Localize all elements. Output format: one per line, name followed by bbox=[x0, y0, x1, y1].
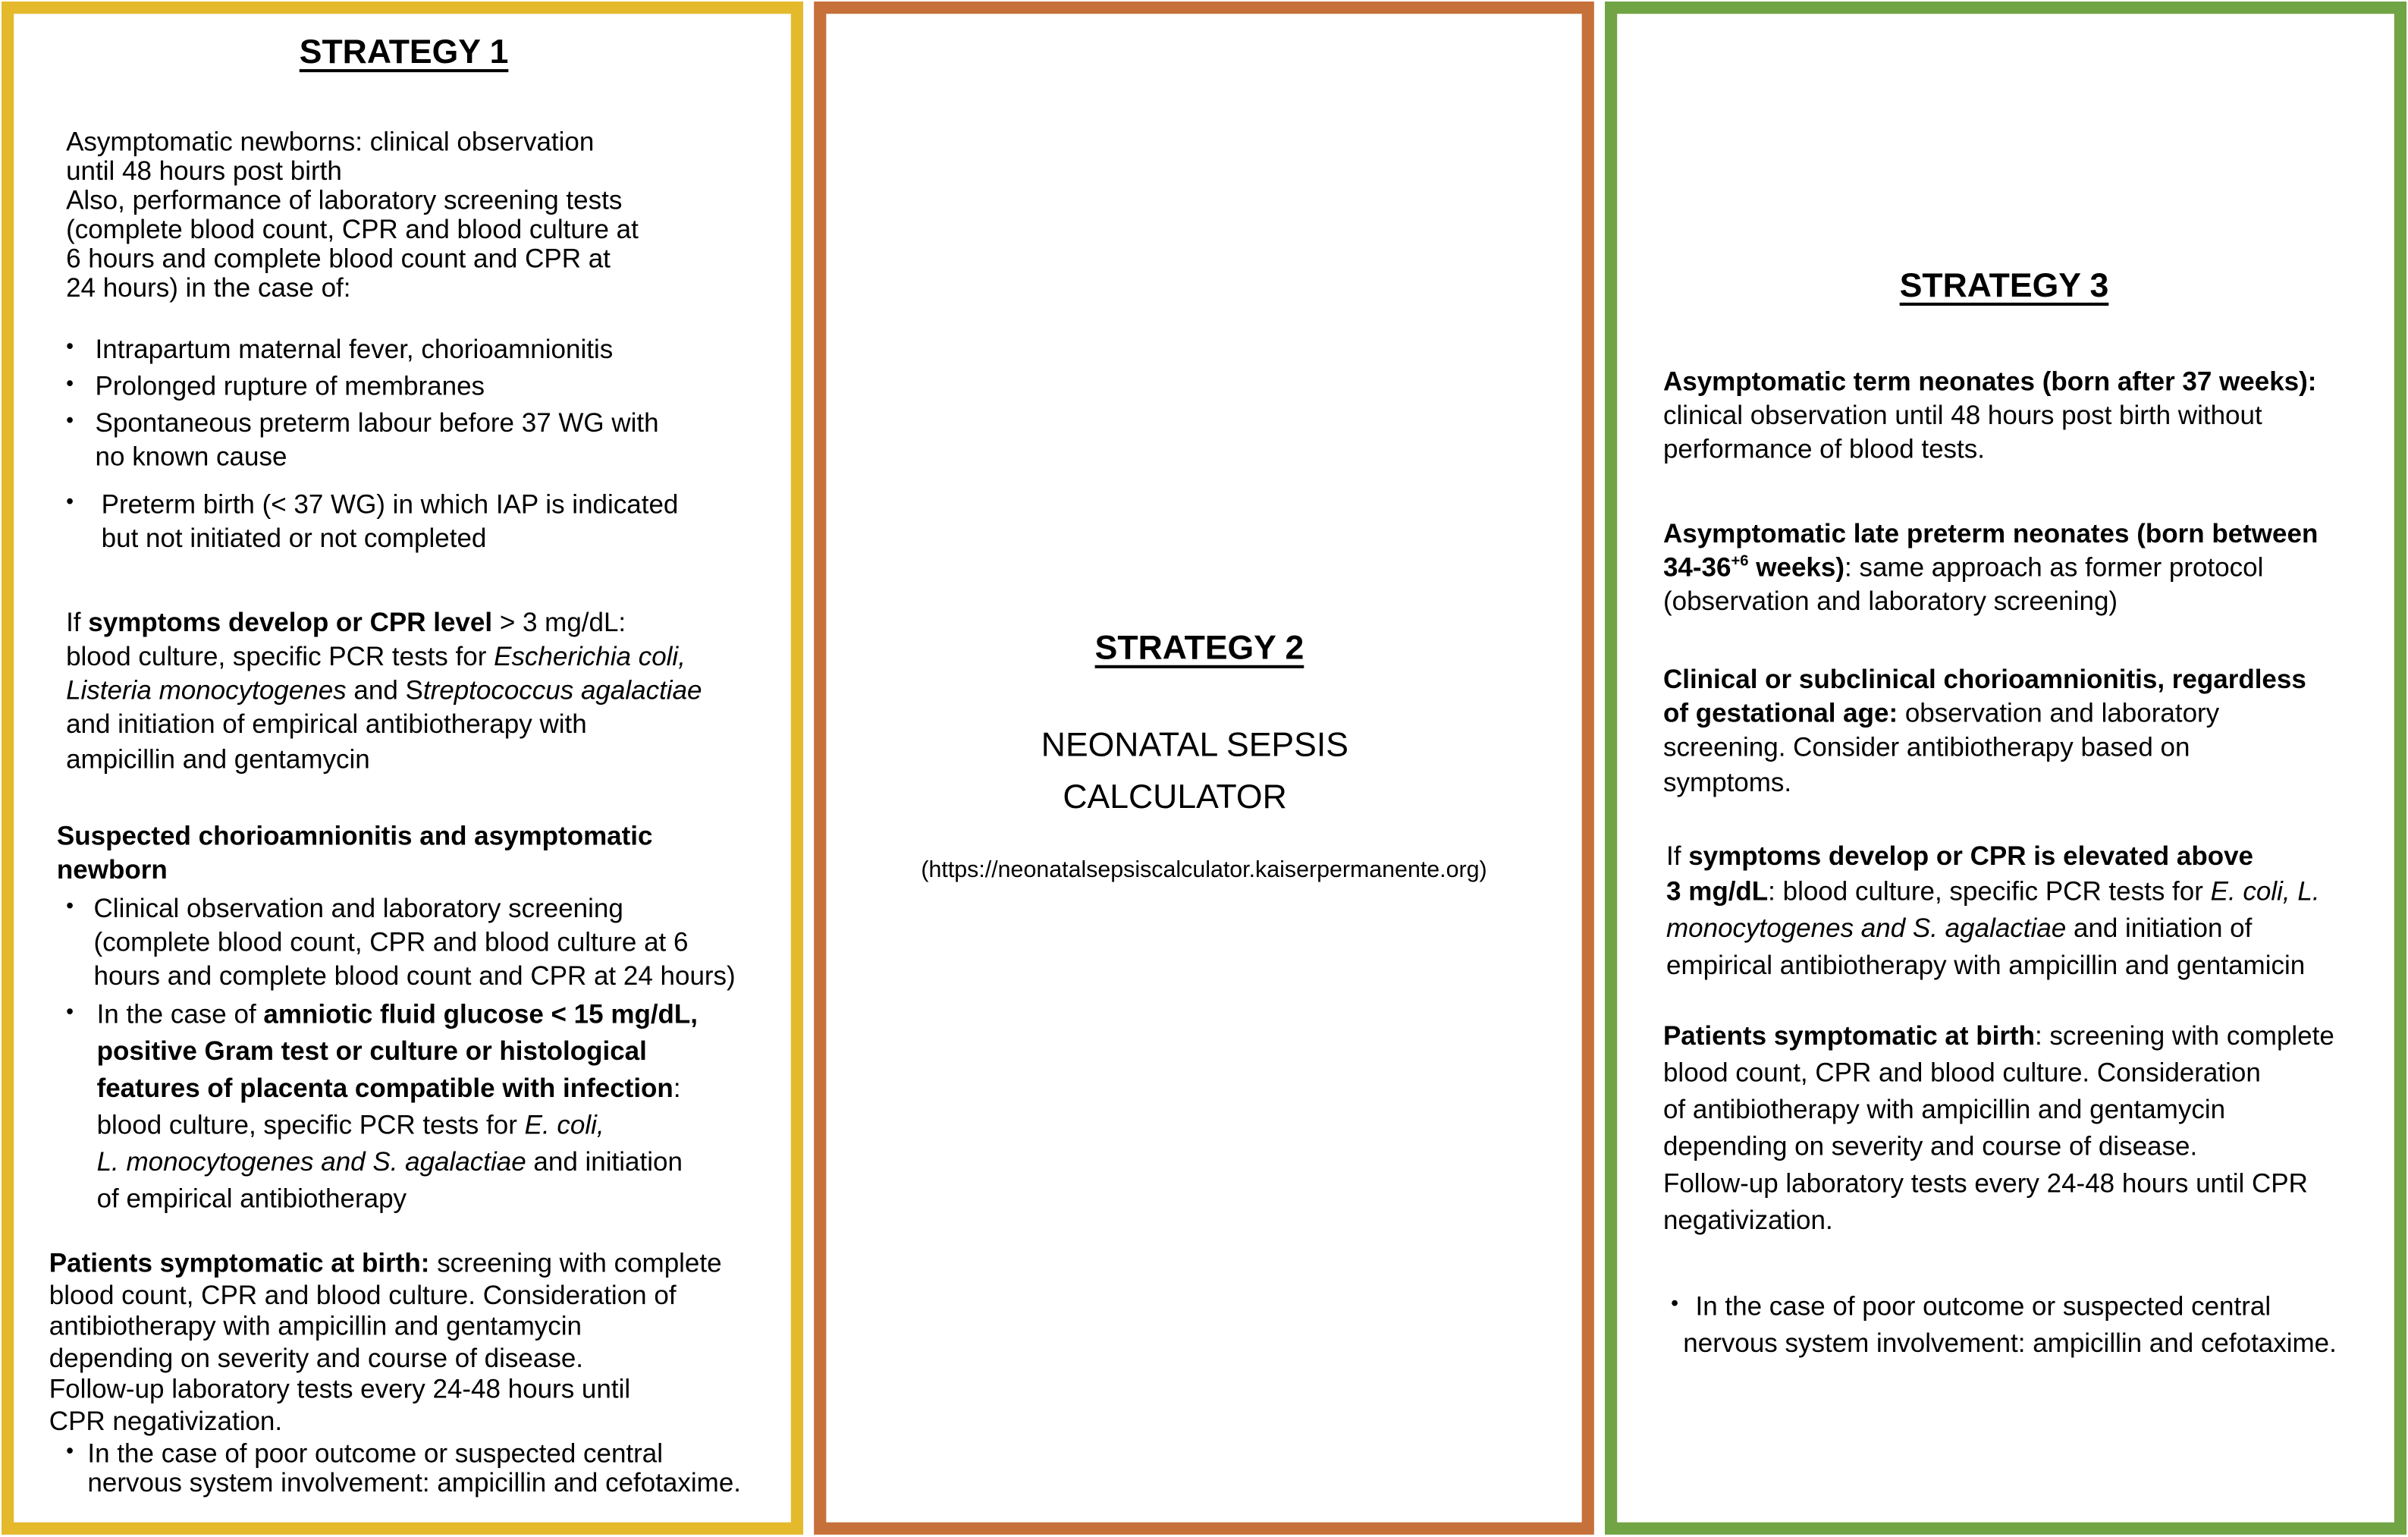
text: Spontaneous preterm labour before 37 WG with bbox=[95, 407, 659, 438]
text: In the case of poor outcome or suspected central bbox=[1695, 1290, 2271, 1322]
strategy-3-text-line bbox=[1683, 1328, 2337, 1358]
strategy-1-text-line bbox=[66, 184, 622, 215]
strategy-3-text-line bbox=[1663, 552, 2263, 582]
bold-text: amniotic fluid glucose < 15 mg/dL, bbox=[263, 998, 699, 1029]
italic-text: monocytogenes and S. agalactiae bbox=[1666, 912, 2067, 944]
strategy-1-title: STRATEGY 1 bbox=[299, 32, 509, 71]
strategy-1-text-line bbox=[49, 1406, 282, 1436]
bold-text: Asymptomatic late preterm neonates (born between bbox=[1662, 517, 2319, 548]
text: antibiotherapy with ampicillin and gentamycin bbox=[49, 1310, 582, 1341]
text: Follow-up laboratory tests every 24-48 hours until CPR bbox=[1662, 1167, 2308, 1199]
strategy-3-title: STRATEGY 3 bbox=[1899, 266, 2109, 304]
text: : bbox=[673, 1072, 681, 1103]
strategy-1-text-line bbox=[96, 441, 287, 471]
strategy-3-text-line bbox=[1666, 875, 2320, 906]
text: and S bbox=[346, 674, 423, 706]
strategy-3-text-line bbox=[1666, 949, 2305, 979]
text: 6 hours and complete blood count and CPR at bbox=[66, 242, 611, 274]
text: Preterm birth (< 37 WG) in which IAP is indicated bbox=[101, 488, 679, 520]
strategy-1-text-line bbox=[57, 820, 653, 850]
strategy-3-text-line bbox=[1663, 664, 2306, 694]
strategy-1-text-line bbox=[66, 674, 702, 705]
bullet-icon: • bbox=[66, 488, 74, 514]
strategy-1-text-line bbox=[97, 1072, 681, 1102]
strategy-1-text-line bbox=[87, 1467, 741, 1498]
text: Also, performance of laboratory screening tests bbox=[66, 184, 623, 215]
strategy-1-text-line bbox=[49, 1373, 630, 1403]
text: nervous system involvement: ampicillin and cefotaxime. bbox=[87, 1466, 742, 1498]
strategy-1-text-line bbox=[94, 960, 736, 991]
text: hours and complete blood count and CPR at 24 hours) bbox=[93, 960, 736, 992]
text: : same approach as former protocol bbox=[1844, 551, 2264, 583]
text: Prolonged rupture of membranes bbox=[95, 370, 485, 401]
text: (observation and laboratory screening) bbox=[1662, 585, 2118, 616]
text: and initiation bbox=[526, 1146, 683, 1177]
bold-text: 3 mg/dL bbox=[1666, 875, 1769, 907]
bullet-icon: • bbox=[66, 370, 74, 395]
strategy-3-text-line bbox=[1666, 841, 2253, 871]
strategy-3-text-line bbox=[1663, 585, 2118, 615]
bullet-icon: • bbox=[66, 998, 74, 1023]
text: Asymptomatic newborns: clinical observation bbox=[66, 126, 595, 157]
bold-text: weeks) bbox=[1748, 551, 1845, 583]
bold-text: features of placenta compatible with infection bbox=[96, 1072, 673, 1103]
text: ampicillin and gentamycin bbox=[66, 743, 370, 775]
bold-text: Clinical or subclinical chorioamnionitis, regardless bbox=[1662, 663, 2306, 695]
text: In the case of bbox=[96, 998, 264, 1029]
strategy-1-bullet-item bbox=[96, 370, 485, 401]
strategy-3-text-line bbox=[1663, 366, 2316, 396]
strategy-3-text-line bbox=[1663, 766, 1791, 797]
strategy-3-text-line bbox=[1663, 1130, 2197, 1161]
italic-text: E. coli, bbox=[524, 1108, 604, 1140]
strategy-2-title: STRATEGY 2 bbox=[1094, 628, 1304, 667]
italic-text: L. monocytogenes and S. agalactiae bbox=[96, 1146, 526, 1177]
text: screening. Consider antibiotherapy based on bbox=[1662, 731, 2190, 762]
text: and initiation of bbox=[2066, 912, 2253, 944]
strategy-1-text-line bbox=[97, 1109, 604, 1139]
strategy-1-text-line bbox=[57, 854, 168, 885]
bold-text: Patients symptomatic at birth: bbox=[49, 1247, 430, 1278]
strategy-1-text-line bbox=[94, 926, 689, 957]
bold-text: newborn bbox=[56, 853, 168, 885]
superscript-text: +6 bbox=[1731, 553, 1749, 570]
strategy-3-text-line bbox=[1663, 1168, 2308, 1198]
strategy-1-text-line bbox=[66, 640, 686, 671]
bold-text: 34-36 bbox=[1662, 551, 1731, 583]
strategy-1-bullet-item bbox=[96, 407, 659, 438]
bullet-icon: • bbox=[66, 892, 74, 917]
strategy-3-text-line bbox=[1663, 731, 2190, 762]
calculator-name-line-2: CALCULATOR bbox=[1063, 777, 1287, 816]
strategy-1-text-line bbox=[49, 1343, 583, 1373]
italic-text: Escherichia coli, bbox=[494, 640, 686, 671]
strategy-1-text-line bbox=[49, 1310, 582, 1341]
text: of empirical antibiotherapy bbox=[96, 1183, 407, 1214]
italic-text: E. coli, L. bbox=[2210, 875, 2320, 907]
strategy-1-bullet-item bbox=[94, 892, 623, 923]
text: clinical observation until 48 hours post birth without bbox=[1662, 399, 2262, 430]
text: blood count, CPR and blood culture. Consideration of bbox=[49, 1279, 677, 1311]
text: In the case of poor outcome or suspected central bbox=[87, 1438, 664, 1469]
calculator-url[interactable]: (https://neonatalsepsiscalculator.kaiserpermanente.org) bbox=[921, 857, 1487, 884]
text: empirical antibiotherapy with ampicillin and gentamicin bbox=[1666, 949, 2306, 980]
bullet-icon: • bbox=[66, 333, 74, 358]
strategy-1-text-line bbox=[49, 1247, 722, 1278]
text: If bbox=[1666, 840, 1689, 872]
bullet-icon: • bbox=[66, 1438, 74, 1463]
strategy-1-text-line bbox=[66, 126, 594, 156]
strategy-3-bullet-item bbox=[1695, 1290, 2271, 1321]
text: blood count, CPR and blood culture. Consideration bbox=[1662, 1057, 2261, 1088]
strategy-1-bullet-item bbox=[87, 1438, 663, 1468]
strategy-1-text-line bbox=[49, 1280, 677, 1310]
text: depending on severity and course of disease. bbox=[49, 1342, 584, 1374]
text: (complete blood count, CPR and blood culture at 6 bbox=[93, 926, 689, 957]
text: CPR negativization. bbox=[49, 1405, 283, 1437]
strategy-2-panel bbox=[814, 2, 1594, 1535]
bold-text: Patients symptomatic at birth bbox=[1662, 1020, 2035, 1051]
text: : blood culture, specific PCR tests for bbox=[1768, 875, 2211, 907]
bold-text: positive Gram test or culture or histological bbox=[96, 1035, 647, 1067]
strategy-1-text-line bbox=[97, 1183, 407, 1213]
strategy-3-text-line bbox=[1663, 1094, 2225, 1124]
text: blood culture, specific PCR tests for bbox=[66, 640, 494, 671]
text: performance of blood tests. bbox=[1662, 433, 1986, 464]
bold-text: symptoms develop or CPR level bbox=[88, 606, 493, 638]
text: If bbox=[66, 606, 89, 638]
text: nervous system involvement: ampicillin and cefotaxime. bbox=[1683, 1327, 2337, 1359]
text: : screening with complete bbox=[2034, 1020, 2334, 1051]
bullet-icon: • bbox=[66, 407, 74, 432]
bold-text: Suspected chorioamnionitis and asymptomatic bbox=[56, 820, 653, 851]
strategy-3-text-line bbox=[1663, 1020, 2334, 1051]
text: observation and laboratory bbox=[1898, 697, 2220, 728]
strategy-3-text-line bbox=[1663, 433, 1985, 464]
text: (complete blood count, CPR and blood culture at bbox=[66, 213, 639, 244]
strategy-3-text-line bbox=[1666, 913, 2252, 943]
text: Follow-up laboratory tests every 24-48 hours until bbox=[49, 1373, 631, 1404]
strategy-1-text-line bbox=[66, 243, 611, 273]
text: and initiation of empirical antibiotherapy with bbox=[66, 708, 587, 739]
text: 24 hours) in the case of: bbox=[66, 272, 351, 303]
text: depending on severity and course of disease. bbox=[1662, 1130, 2198, 1161]
text: Clinical observation and laboratory screening bbox=[93, 892, 623, 923]
text: no known cause bbox=[95, 441, 287, 472]
strategy-1-text-line bbox=[66, 156, 342, 186]
strategy-3-text-line bbox=[1663, 1057, 2261, 1087]
text: until 48 hours post birth bbox=[66, 155, 342, 187]
text: > 3 mg/dL: bbox=[492, 606, 626, 638]
text: blood culture, specific PCR tests for bbox=[96, 1108, 525, 1140]
italic-text: treptococcus agalactiae bbox=[422, 674, 702, 706]
strategy-1-text-line bbox=[102, 522, 487, 552]
strategy-3-text-line bbox=[1663, 399, 2262, 429]
text: Intrapartum maternal fever, chorioamnionitis bbox=[95, 333, 614, 364]
strategy-1-text-line bbox=[66, 743, 370, 774]
strategy-1-text-line bbox=[66, 213, 639, 244]
strategy-1-text-line bbox=[66, 607, 626, 637]
strategy-3-text-line bbox=[1663, 517, 2318, 548]
calculator-name-line-1: NEONATAL SEPSIS bbox=[1041, 724, 1348, 764]
strategy-1-bullet-item bbox=[102, 489, 679, 519]
text: of antibiotherapy with ampicillin and gentamycin bbox=[1662, 1093, 2226, 1125]
bold-text: of gestational age: bbox=[1662, 697, 1898, 728]
strategy-1-text-line bbox=[66, 272, 350, 302]
bold-text: symptoms develop or CPR is elevated above bbox=[1688, 840, 2254, 872]
text: screening with complete bbox=[429, 1247, 722, 1278]
strategy-1-text-line bbox=[66, 708, 587, 738]
text: negativization. bbox=[1662, 1204, 1833, 1236]
strategy-3-text-line bbox=[1663, 1205, 1833, 1235]
text: symptoms. bbox=[1662, 766, 1792, 797]
strategy-3-text-line bbox=[1663, 697, 2219, 728]
italic-text: Listeria monocytogenes bbox=[66, 674, 347, 706]
bullet-icon: • bbox=[1671, 1290, 1679, 1315]
strategy-1-text-line bbox=[97, 1146, 683, 1177]
strategy-1-text-line bbox=[97, 1036, 647, 1066]
bold-text: Asymptomatic term neonates (born after 37 weeks): bbox=[1662, 365, 2317, 397]
text: but not initiated or not completed bbox=[101, 522, 487, 553]
strategy-1-bullet-item bbox=[96, 333, 614, 363]
strategy-1-bullet-item bbox=[97, 998, 698, 1029]
